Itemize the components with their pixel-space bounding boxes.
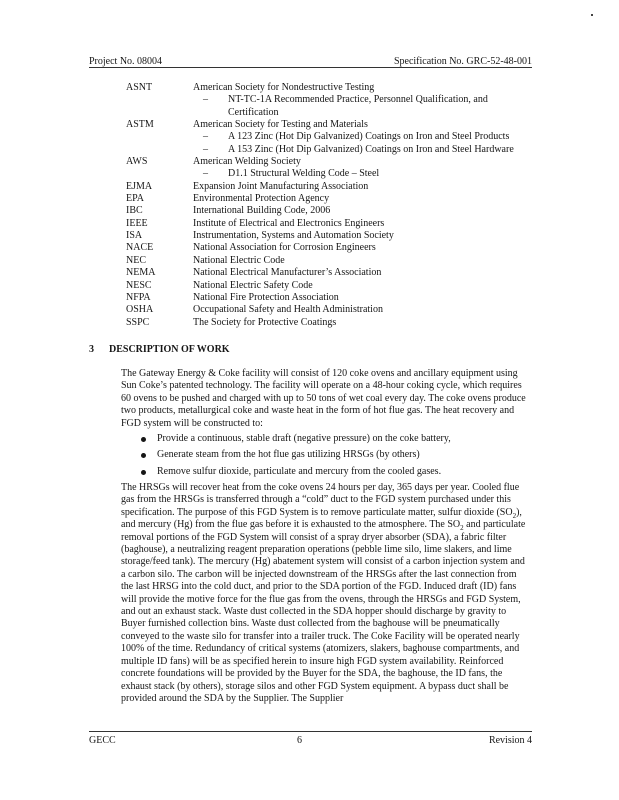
- abbreviation-description: American Society for Testing and Materials: [193, 119, 368, 131]
- list-item: [121, 433, 530, 449]
- abbreviation-code: NFPA: [126, 291, 151, 303]
- abbreviation-description: National Association for Corrosion Engineers: [193, 242, 376, 254]
- abbreviation-row: [89, 82, 532, 94]
- abbreviation-code: IEEE: [126, 217, 148, 229]
- paragraph-text: The HRSGs will recover heat from the coke ovens 24 hours per day, 365 days per year. Cooled flue gas from the HRSGs is transferred through a “cold” duct to the FGD system purchased under this specification. The purpose of this FGD System is to remove particulate matter, sulfur dioxide (SO: [121, 482, 520, 518]
- dash-marker: –: [203, 143, 208, 155]
- revision-label: Revision 4: [488, 735, 532, 746]
- abbreviation-row: [89, 255, 532, 267]
- abbreviation-code: AWS: [126, 156, 148, 168]
- abbreviation-row: [89, 304, 532, 316]
- standard-row: [89, 144, 532, 156]
- standard-title: NT-TC-1A Recommended Practice, Personnel Qualification, and Certification: [228, 94, 488, 118]
- section-number: 3: [89, 344, 94, 355]
- abbreviation-description: International Building Code, 2006: [193, 205, 331, 217]
- abbreviation-description: Environmental Protection Agency: [193, 193, 330, 205]
- abbreviation-description: Institute of Electrical and Electronics Engineers: [193, 217, 385, 229]
- abbreviation-description: Instrumentation, Systems and Automation Society: [193, 230, 394, 242]
- abbreviation-row: [89, 292, 532, 304]
- standard-row: [89, 131, 532, 143]
- paragraph-text: and particulate removal portions of the FGD System will consist of a spray dryer absorber (SDA), a fabric filter (baghouse), a neutralizing reagent preparation operations (pebble lime silo, lime slakers, and lime storage/feed tank). The mercury (Hg) abatement system will consist of a carbon injection system and a carbon silo. The carbon will be injected downstream of the HRSGs after the last connection from the last HRSG into the cold duct, and prior to the SDA portion of the FGD. Induced draft (ID) fans will provide the motive force for the flue gas from the ovens, through the HRSGs and FGD System, and out an exhaust stack. Waste dust collected in the SDA hopper should discharge by gravity to Buyer furnished collection bins. Waste dust collected from the baghouse will be pneumatically conveyed to the waste silo for transfer into a trailer truck. The Coke Facility will be operated nearly 100% of the time. Redundancy of critical systems (atomizers, slakers, baghouse compartments, and multiple ID fans) will be as specified herein to insure high FGD system availability. Reinforced concrete foundations will be provided by the Buyer for the SDA, the baghouse, the ID fans, the exhaust stack (by others), storage silos and other FGD System equipment. A bypass duct shall be provided around the SDA by the Supplier. The Supplier: [121, 519, 526, 704]
- bullet-text: Provide a continuous, stable draft (negative pressure) on the coke battery,: [157, 433, 451, 444]
- abbreviation-code: ISA: [126, 230, 143, 242]
- abbreviation-code: NESC: [126, 279, 152, 291]
- standard-row: [89, 94, 532, 119]
- specification-number: Specification No. GRC-52-48-001: [393, 56, 532, 67]
- abbreviation-description: National Electrical Manufacturer’s Association: [193, 267, 382, 279]
- abbreviation-row: [89, 218, 532, 230]
- abbreviation-row: [89, 156, 532, 168]
- paragraph-text: ), and mercury (Hg) from the flue gas before it is exhausted to the atmosphere. The SO: [121, 506, 522, 531]
- abbreviation-code: EJMA: [126, 180, 153, 192]
- abbreviation-description: National Electric Code: [193, 254, 285, 266]
- header-rule: [89, 67, 532, 68]
- bullet-icon: [141, 470, 146, 475]
- bullet-list: [121, 433, 530, 482]
- abbreviation-row: [89, 181, 532, 193]
- footer-rule: [89, 731, 532, 732]
- section-title: DESCRIPTION OF WORK: [109, 344, 230, 355]
- standard-title: D1.1 Structural Welding Code – Steel: [228, 168, 380, 180]
- abbreviation-code: NEMA: [126, 267, 156, 279]
- standard-title: A 123 Zinc (Hot Dip Galvanized) Coatings on Iron and Steel Products: [228, 131, 510, 143]
- abbreviation-code: ASTM: [126, 119, 154, 131]
- abbreviation-row: [89, 242, 532, 254]
- abbreviation-description: Occupational Safety and Health Administration: [193, 304, 383, 316]
- subscript: 2: [460, 524, 464, 533]
- abbreviation-row: [89, 317, 532, 329]
- abbreviation-row: [89, 119, 532, 131]
- abbreviation-description: National Electric Safety Code: [193, 279, 313, 291]
- abbreviation-description: Expansion Joint Manufacturing Association: [193, 180, 369, 192]
- dash-marker: –: [203, 168, 208, 180]
- bullet-text: Generate steam from the hot flue gas utilizing HRSGs (by others): [157, 449, 420, 461]
- abbreviation-code: NACE: [126, 242, 154, 254]
- abbreviation-row: [89, 205, 532, 217]
- list-item: [121, 466, 530, 482]
- dash-marker: –: [203, 94, 208, 106]
- subscript: 2: [512, 511, 517, 520]
- abbreviation-code: SSPC: [126, 316, 150, 328]
- standard-title: A 153 Zinc (Hot Dip Galvanized) Coatings on Iron and Steel Hardware: [228, 143, 514, 155]
- standard-row: [89, 168, 532, 180]
- project-number: Project No. 08004: [89, 56, 163, 67]
- list-item: [121, 449, 530, 465]
- abbreviation-code: NEC: [126, 254, 146, 266]
- bullet-icon: [141, 453, 146, 458]
- abbreviation-description: National Fire Protection Association: [193, 291, 339, 303]
- abbreviation-row: [89, 280, 532, 292]
- abbreviation-code: IBC: [126, 205, 143, 217]
- abbreviation-code: OSHA: [126, 304, 154, 316]
- abbreviation-description: American Welding Society: [193, 156, 301, 168]
- abbreviation-row: [89, 230, 532, 242]
- footer-label: GECC: [89, 735, 116, 746]
- scan-speck: [591, 14, 593, 16]
- abbreviation-row: [89, 193, 532, 205]
- page-header: [89, 56, 532, 68]
- abbreviation-code: ASNT: [126, 82, 153, 93]
- abbreviation-row: [89, 267, 532, 279]
- description-paragraph: [121, 482, 530, 705]
- bullet-icon: [141, 437, 146, 442]
- page-number: 6: [297, 735, 302, 746]
- abbreviation-code: EPA: [126, 193, 144, 205]
- intro-paragraph: The Gateway Energy & Coke facility will consist of 120 coke ovens and ancillary equipment using Sun Coke’s patented technology. The facility will operate on a 48-hour coking cycle, which requires 60 ovens to be pushed and charged with up to 50 tons of wet coal every day. The coke ovens produce two products, metallurgical coke and waste heat in the form of hot flue gas. The heat recovery and FGD system will be constructed to:: [121, 368, 526, 429]
- abbreviation-description: The Society for Protective Coatings: [193, 316, 337, 328]
- dash-marker: –: [203, 131, 208, 143]
- page-footer: [89, 731, 532, 745]
- abbreviation-description: American Society for Nondestructive Testing: [193, 82, 375, 93]
- abbreviation-list: [89, 82, 532, 329]
- bullet-text: Remove sulfur dioxide, particulate and mercury from the cooled gases.: [157, 465, 442, 477]
